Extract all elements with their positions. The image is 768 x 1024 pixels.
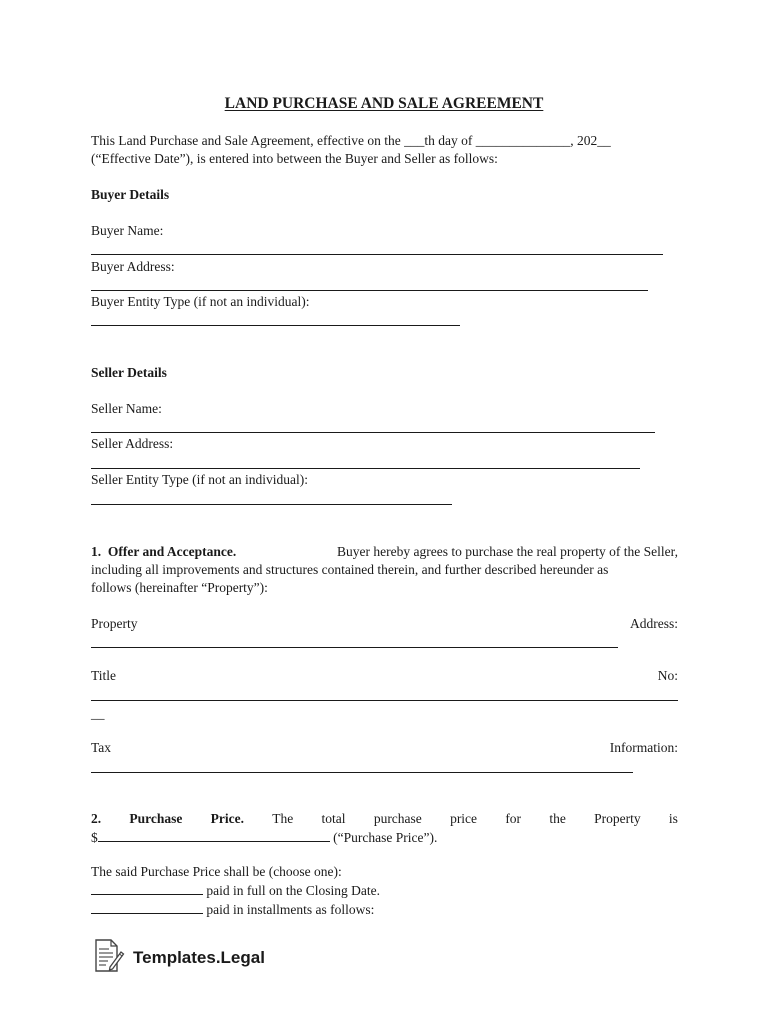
payment-option-full-label: paid in full on the Closing Date.	[206, 883, 380, 898]
section-2-word: purchase	[373, 811, 422, 826]
seller-name-line[interactable]	[91, 432, 655, 433]
purchase-price-suffix: (“Purchase Price”).	[333, 830, 438, 845]
seller-details-heading: Seller Details	[91, 365, 167, 380]
section-2-word: the	[549, 811, 566, 826]
seller-name-label: Seller Name:	[91, 401, 162, 416]
buyer-name-label: Buyer Name:	[91, 223, 164, 238]
section-2-heading-word-2: Price.	[210, 811, 245, 826]
property-address-row	[91, 615, 678, 633]
title-no-label: No:	[657, 668, 678, 683]
title-label: Title	[91, 668, 117, 683]
purchase-price-blank[interactable]	[98, 828, 330, 842]
buyer-entity-line[interactable]	[91, 325, 460, 326]
section-1-heading: Offer and Acceptance.	[107, 544, 237, 559]
tax-information-row	[91, 739, 678, 757]
section-1-line-3: follows (hereinafter “Property”):	[91, 580, 268, 595]
section-2-line-1	[91, 810, 678, 828]
intro-line-2: (“Effective Date”), is entered into between the Buyer and Seller as follows:	[91, 151, 498, 166]
buyer-entity-label: Buyer Entity Type (if not an individual):	[91, 294, 310, 309]
property-address-line[interactable]	[91, 647, 618, 648]
section-2-heading-word-1: Purchase	[129, 811, 183, 826]
tax-information-line[interactable]	[91, 772, 633, 773]
section-1-line-1	[91, 543, 678, 561]
section-2-word: is	[668, 811, 678, 826]
document-pen-icon	[93, 938, 125, 978]
payment-option-installments-blank[interactable]	[91, 900, 203, 914]
section-1-text-1: Buyer hereby agrees to purchase the real property of the Seller,	[337, 544, 678, 559]
section-2-word: for	[505, 811, 522, 826]
title-no-line-wrap: __	[91, 706, 105, 721]
payment-option-full	[91, 881, 380, 900]
seller-address-line[interactable]	[91, 468, 640, 469]
intro-line-1: This Land Purchase and Sale Agreement, effective on the ___th day of ______________, 202__	[91, 133, 611, 148]
payment-option-full-blank[interactable]	[91, 881, 203, 895]
tax-label: Tax	[91, 740, 112, 755]
seller-entity-line[interactable]	[91, 504, 452, 505]
buyer-name-line[interactable]	[91, 254, 663, 255]
section-2-word: total	[321, 811, 346, 826]
tax-information-label: Information:	[609, 740, 678, 755]
section-1-number: 1.	[91, 544, 102, 559]
payment-option-installments-label: paid in installments as follows:	[206, 902, 375, 917]
brand-name: Templates.Legal	[133, 948, 265, 967]
purchase-price-line	[91, 828, 437, 847]
buyer-address-label: Buyer Address:	[91, 259, 175, 274]
property-address-label: Address:	[630, 616, 678, 631]
property-label: Property	[91, 616, 138, 631]
templates-legal-logo	[93, 938, 265, 978]
payment-choose-label: The said Purchase Price shall be (choose one):	[91, 864, 342, 879]
section-1-line-2: including all improvements and structures contained therein, and further described hereunder as	[91, 562, 609, 577]
section-2-word: Property	[594, 811, 641, 826]
seller-address-label: Seller Address:	[91, 436, 174, 451]
section-2-number: 2.	[91, 811, 102, 826]
seller-entity-label: Seller Entity Type (if not an individual):	[91, 472, 309, 487]
dollar-sign: $	[91, 830, 98, 845]
title-no-line[interactable]	[91, 700, 678, 701]
section-2-word: The	[272, 811, 294, 826]
section-2-word: price	[450, 811, 478, 826]
buyer-address-line[interactable]	[91, 290, 648, 291]
buyer-details-heading: Buyer Details	[91, 187, 170, 202]
document-title: LAND PURCHASE AND SALE AGREEMENT	[224, 95, 544, 112]
payment-option-installments	[91, 900, 374, 919]
title-no-row	[91, 667, 678, 685]
section-1-lead	[91, 543, 236, 561]
